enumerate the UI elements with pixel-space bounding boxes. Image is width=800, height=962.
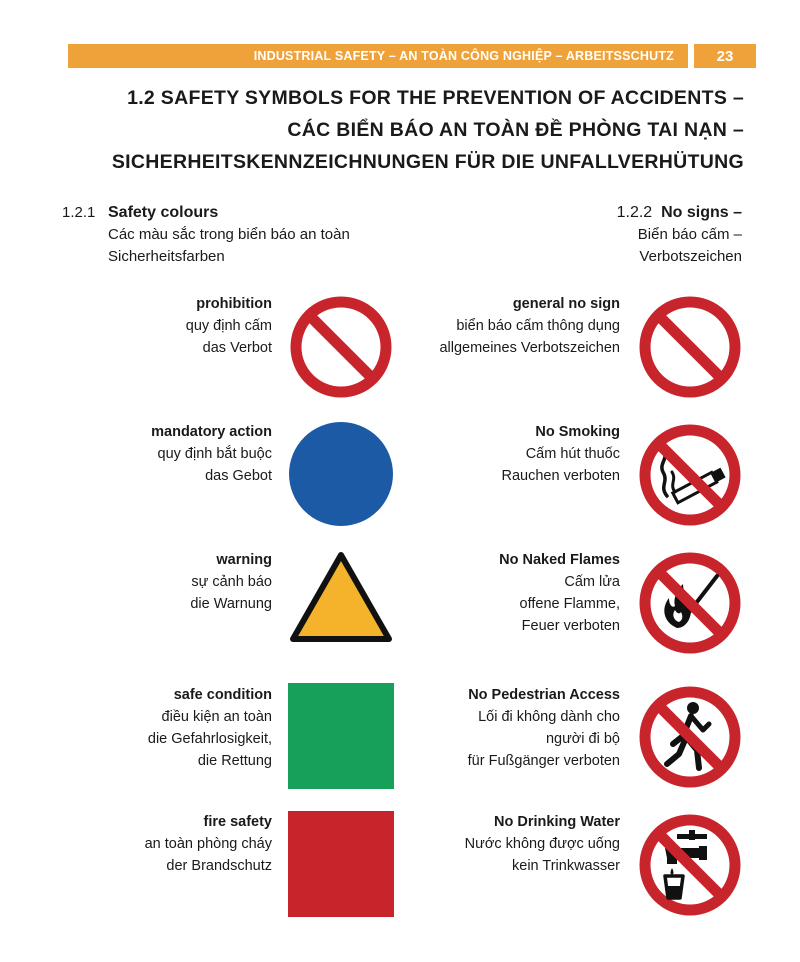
section-subtitle-de: Verbotszeichen <box>639 248 742 265</box>
no-signs-heading <box>617 202 742 268</box>
heading-line-de: SICHERHEITSKENNZEICHNUNGEN FÜR DIE UNFALLVERHÜTUNG <box>111 151 744 173</box>
red-square-icon <box>288 811 394 917</box>
section-number: 1.2.2 <box>616 204 653 221</box>
running-title: INDUSTRIAL SAFETY – AN TOÀN CÔNG NGHIỆP – ARBEITSSCHUTZ <box>253 49 674 63</box>
warning-triangle-icon <box>287 549 395 645</box>
heading-line-en: 1.2 SAFETY SYMBOLS FOR THE PREVENTION OF ACCIDENTS – <box>127 87 744 109</box>
safety-colours-heading <box>62 202 350 268</box>
page-number-box <box>694 44 756 68</box>
label-warning: warning sự cảnh báo die Warnung <box>190 552 272 612</box>
green-square-icon <box>288 683 394 789</box>
label-general-no-sign: general no sign biển báo cấm thông dụng allgemeines Verbotszeichen <box>439 296 620 356</box>
section-number: 1.2.1 <box>62 204 96 221</box>
section-title: Safety colours <box>108 204 219 221</box>
running-header <box>68 44 688 68</box>
label-prohibition: prohibition quy định cấm das Verbot <box>185 296 272 356</box>
label-no-pedestrian-access: No Pedestrian Access Lối đi không dành cho người đi bộ für Fußgänger verboten <box>467 687 620 769</box>
label-fire-safety: fire safety an toàn phòng cháy der Brandschutz <box>144 814 272 874</box>
general-no-sign-icon <box>637 294 743 400</box>
prohibition-circle-icon <box>288 294 394 400</box>
label-safe-condition: safe condition điều kiện an toàn die Gefahrlosigkeit, die Rettung <box>147 687 272 769</box>
blue-disc-icon <box>288 421 394 527</box>
no-smoking-icon <box>637 422 743 528</box>
section-title: No signs – <box>661 204 742 221</box>
section-subtitle-vi: Biển báo cấm – <box>637 226 742 243</box>
heading-line-vi: CÁC BIỂN BÁO AN TOÀN ĐỀ PHÒNG TAI NẠN – <box>287 119 744 141</box>
section-subtitle-vi: Các màu sắc trong biển báo an toàn <box>108 226 350 243</box>
label-mandatory-action: mandatory action quy định bắt buộc das Gebot <box>151 424 272 484</box>
no-drinking-water-icon <box>637 812 743 918</box>
no-flames-icon <box>637 550 743 656</box>
label-no-naked-flames: No Naked Flames Cấm lửa offene Flamme, Feuer verboten <box>499 552 620 634</box>
no-pedestrian-icon <box>637 684 743 790</box>
label-no-drinking-water: No Drinking Water Nước không được uống kein Trinkwasser <box>464 814 620 874</box>
section-subtitle-de: Sicherheitsfarben <box>108 248 225 265</box>
page-number: 23 <box>716 47 734 65</box>
label-no-smoking: No Smoking Cấm hút thuốc Rauchen verboten <box>501 424 620 484</box>
section-heading <box>112 82 744 178</box>
